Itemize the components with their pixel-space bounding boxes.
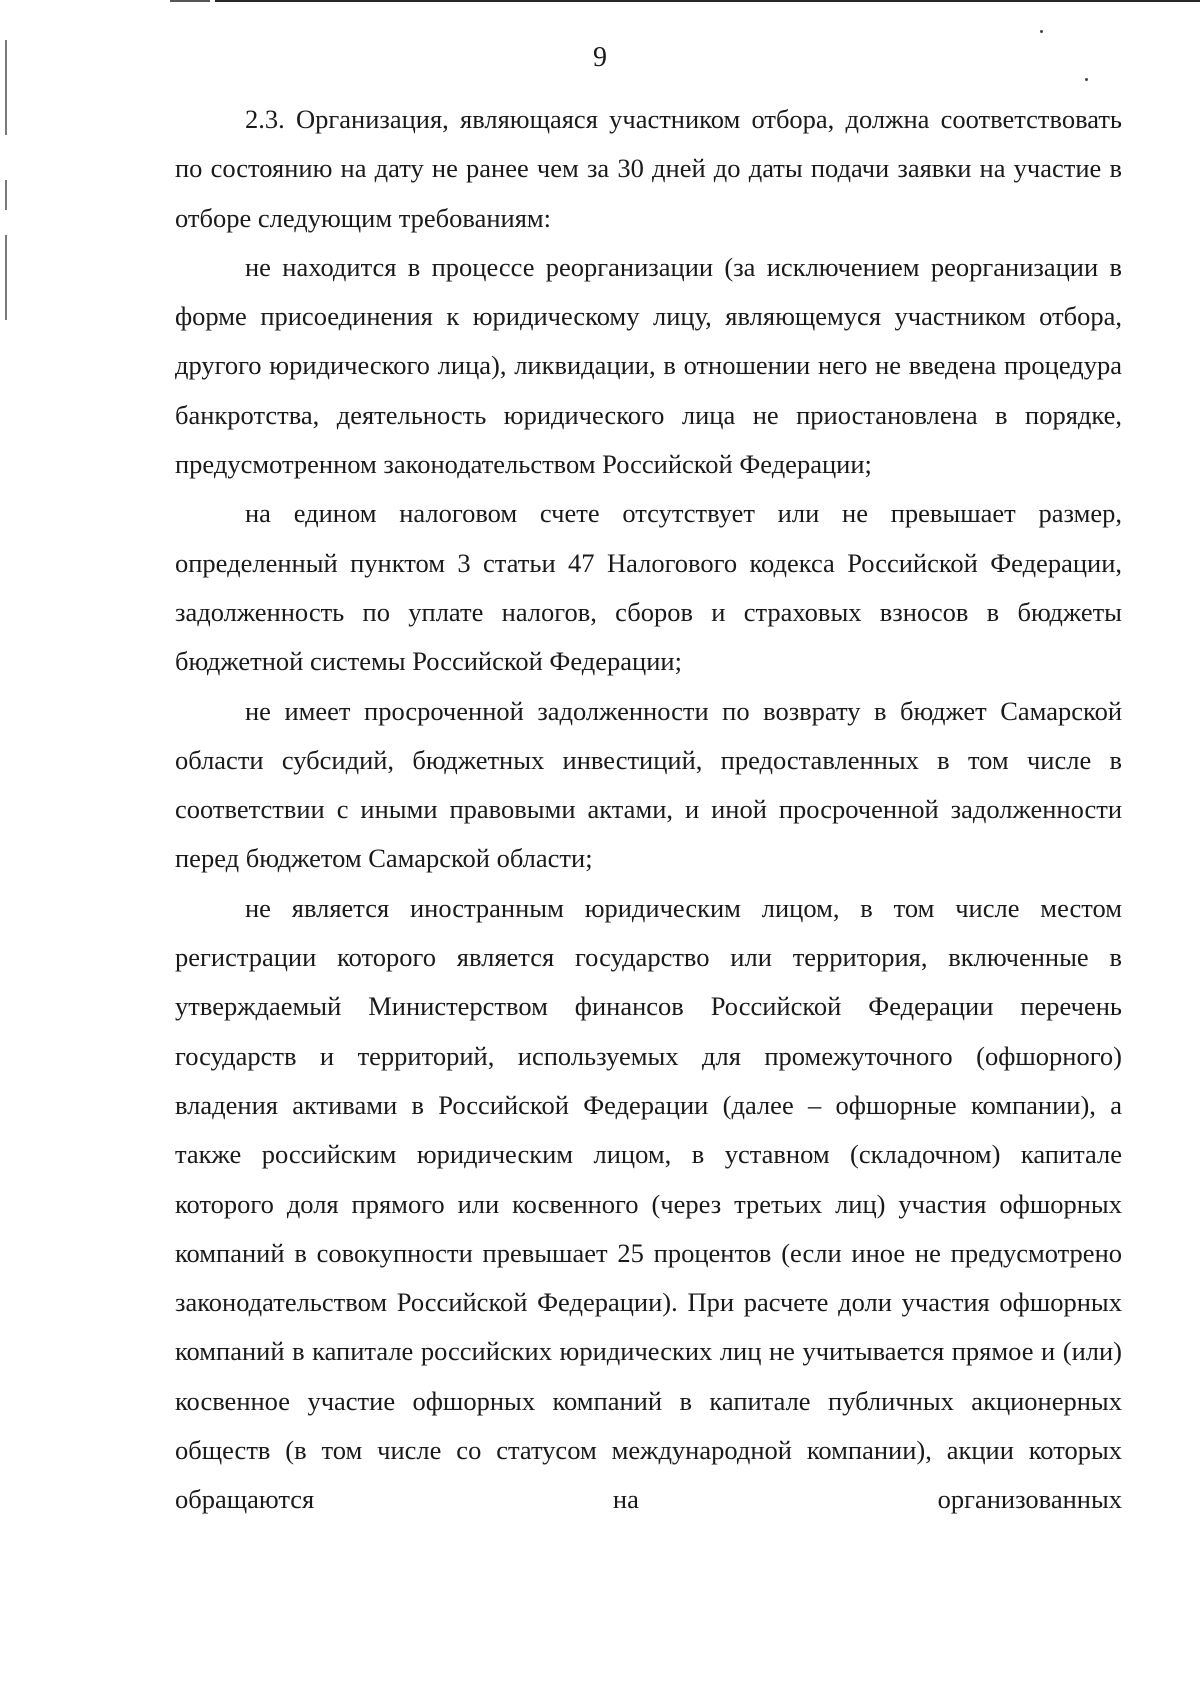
paragraph-2-3-intro: 2.3. Организация, являющаяся участником отбора, должна соответствовать по состоянию на дату не ранее чем за 30 дней до даты подачи заявки на участие в отборе следующим требованиям: — [175, 104, 1122, 233]
paragraph-tax-account: на едином налоговом счете отсутствует или не превышает размер, определенный пунктом 3 статьи 47 Налогового кодекса Российской Федерации, задолженность по уплате налогов, сборов и страховых взносов в бюджеты бюджетной системы Российской Федерации; — [175, 498, 1122, 677]
paragraph-reorganization: не находится в процессе реорганизации (за исключением реорганизации в форме присоединения к юридическому лицу, являющемуся участником отбора, другого юридического лица), ликвидации, в отношении него не введена процедура банкротства, деятельность юридического лица не приостановлена в порядке, предусмотренном законодательством Российской Федерации; — [175, 251, 1122, 480]
paragraph-offshore: не является иностранным юридическим лицом, в том числе местом регистрации которого является государство или территория, включенные в утверждаемый Министерством финансов Российской Федерации перечень государств и территорий, используемых для промежуточного (офшорного) владения активами в Российской Федерации (далее – офшорные компании), а также российским юридическим лицом, в уставном (складочном) капитале которого доля прямого или косвенного (через третьих лиц) участия офшорных компаний в совокупности превышает 25 процентов (если иное не предусмотрено законодательством Российской Федерации). При расчете доли участия офшорных компаний в капитале российских юридических лиц не учитывается прямое и (или) косвенное участие офшорных компаний в капитале публичных акционерных обществ (в том числе со статусом международной компании), акции которых обращаются на организованных — [175, 892, 1122, 1515]
binding-edge-mark — [5, 180, 7, 210]
document-body — [175, 95, 1122, 1525]
binding-edge-mark — [5, 235, 7, 320]
scan-speck — [1085, 78, 1088, 81]
scan-top-edge-line — [215, 0, 1200, 2]
scan-speck — [1040, 30, 1043, 33]
page-number: 9 — [593, 42, 607, 73]
scan-edge-mark — [170, 0, 210, 2]
paragraph-overdue-debt: не имеет просроченной задолженности по возврату в бюджет Самарской области субсидий, бюджетных инвестиций, предоставленных в том числе в соответствии с иными правовыми актами, и иной просроченной задолженности перед бюджетом Самарской области; — [175, 695, 1122, 874]
